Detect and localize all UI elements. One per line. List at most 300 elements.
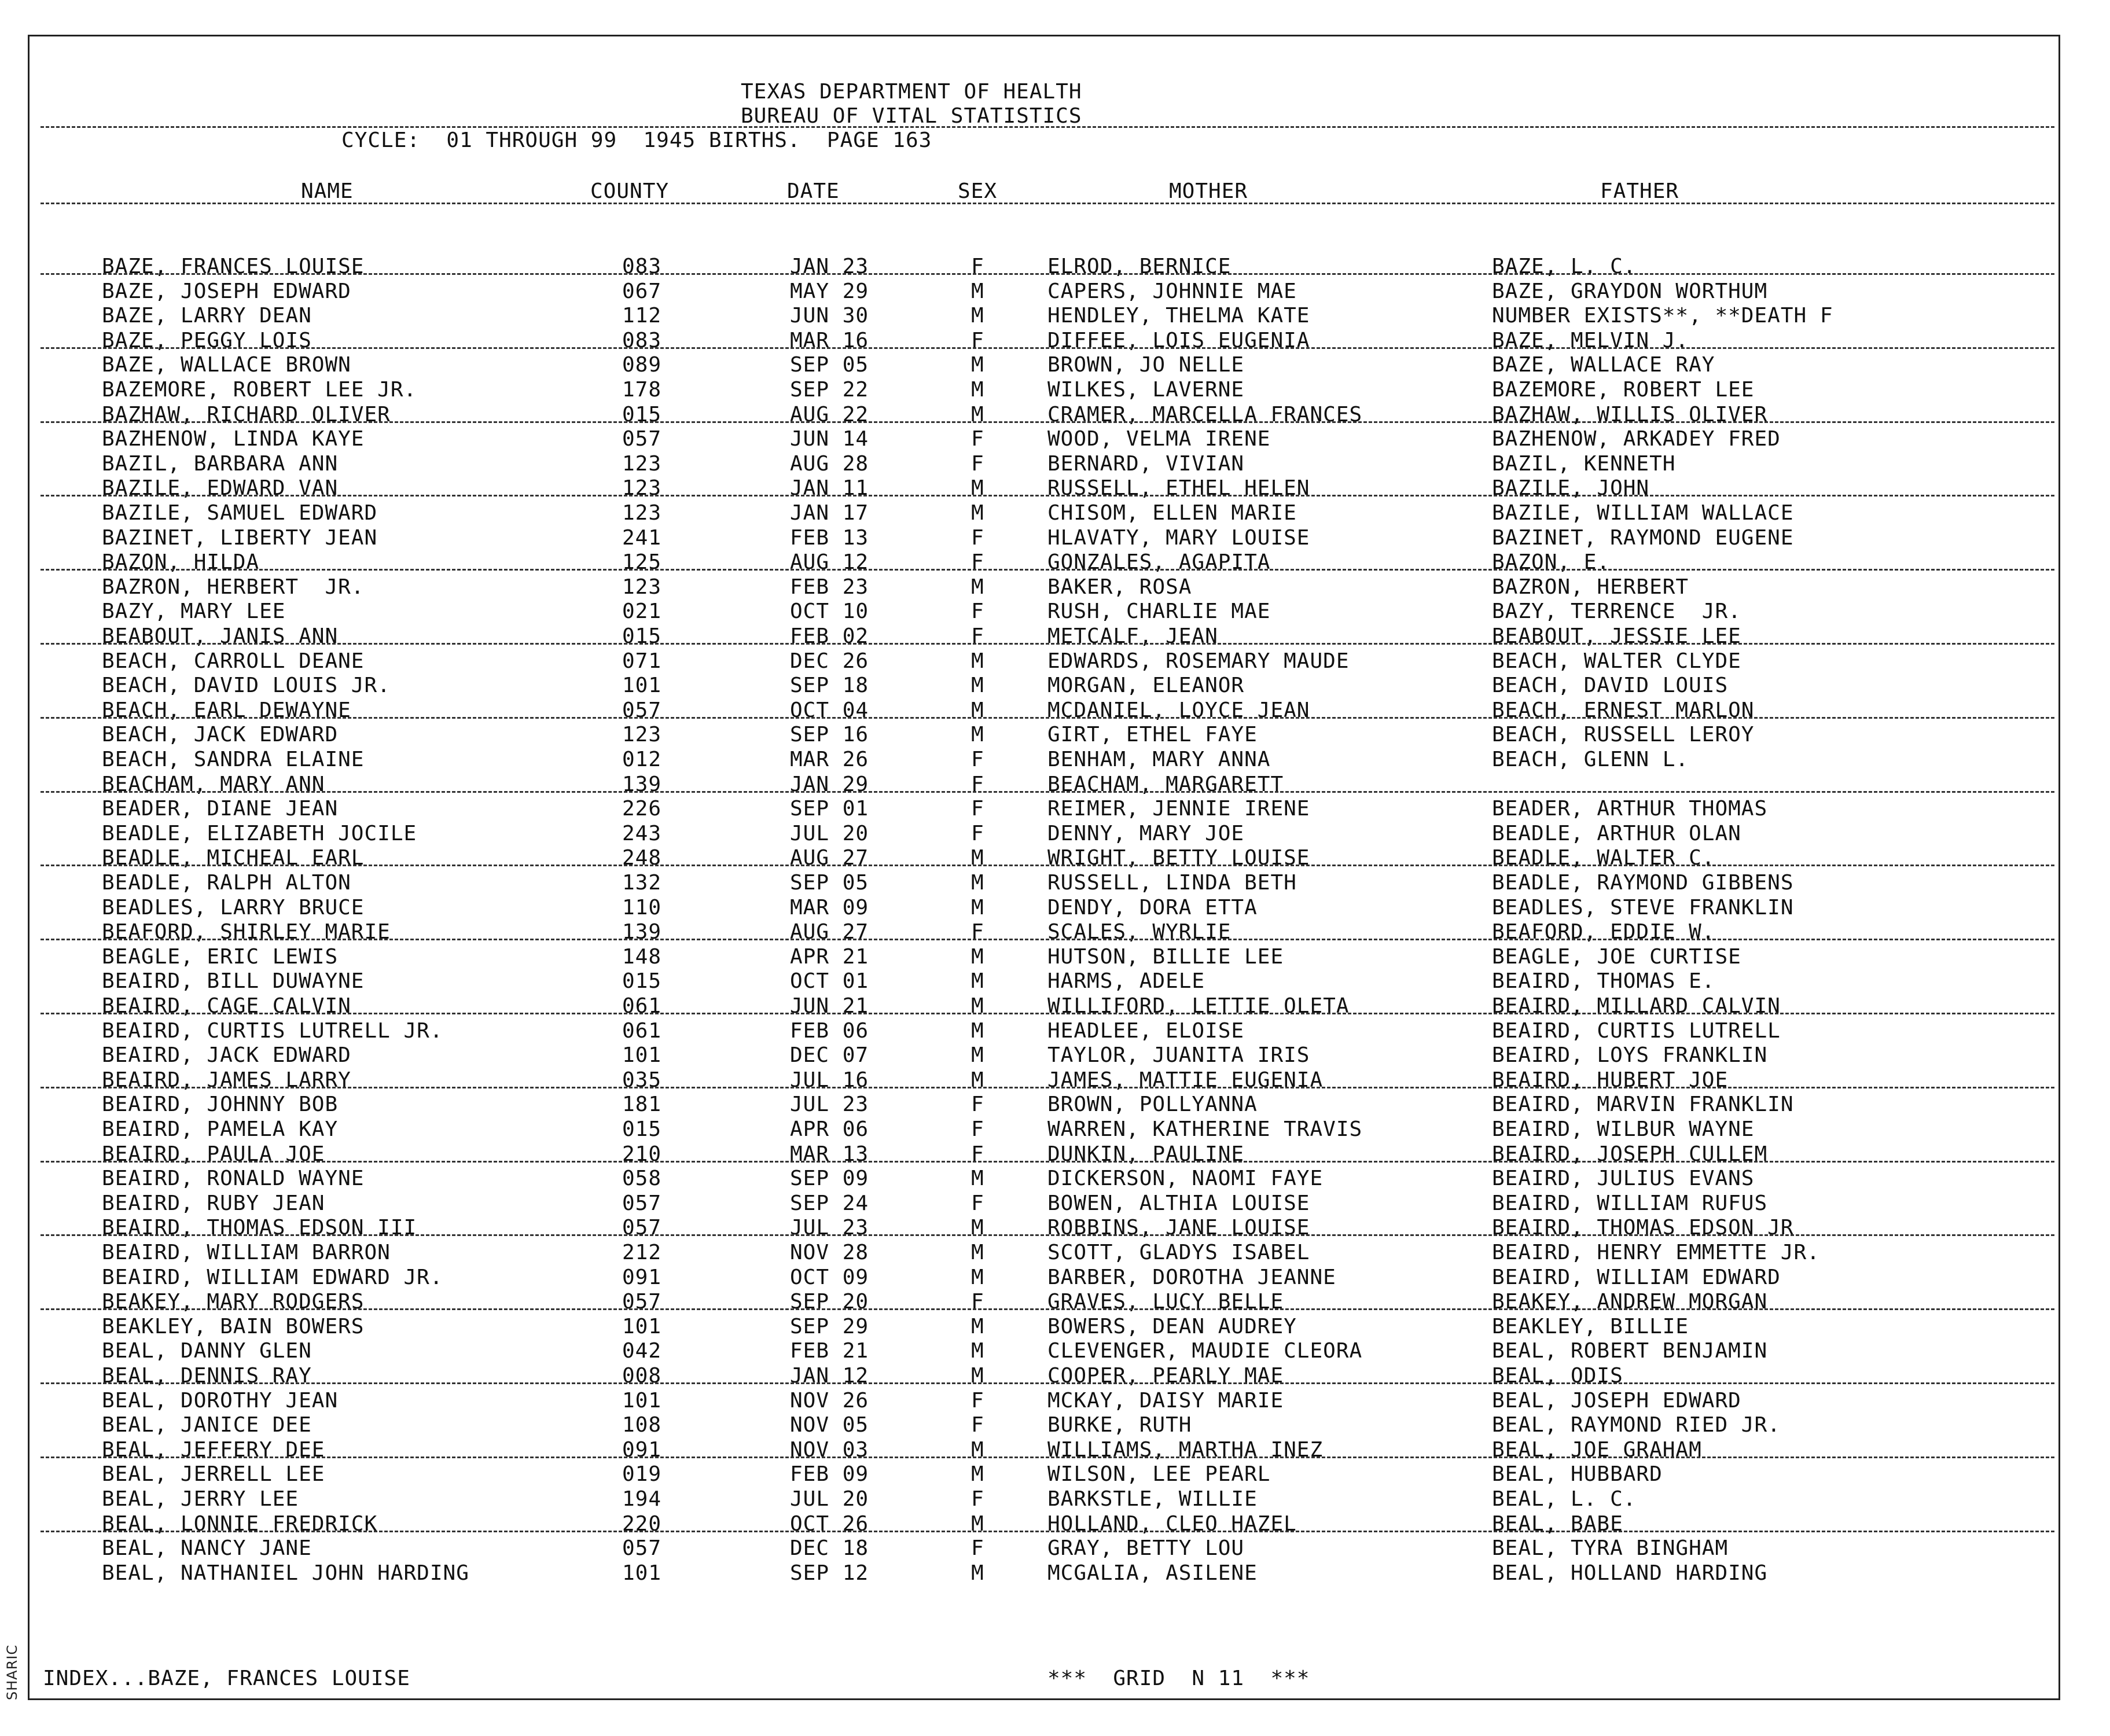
margin-stamp: SHARIC <box>4 1644 20 1701</box>
record-mother: DICKERSON, NAOMI FAYE <box>1047 1167 1324 1191</box>
record-mother: DENDY, DORA ETTA <box>1047 895 1258 920</box>
record-father: BAZE, MELVIN J. <box>1492 328 1689 352</box>
record-mother: BERNARD, VIVIAN <box>1047 451 1245 476</box>
record-sex: M <box>971 279 984 303</box>
record-name: BEAIRD, JAMES LARRY <box>102 1068 351 1092</box>
record-father: BEAIRD, WILLIAM RUFUS <box>1492 1191 1768 1215</box>
record-sex: M <box>971 1364 984 1388</box>
record-name: BEAKLEY, BAIN BOWERS <box>102 1314 365 1338</box>
record-name: BEAL, NANCY JANE <box>102 1536 312 1561</box>
record-county: 012 <box>622 748 662 771</box>
record-date: JAN 29 <box>790 772 869 796</box>
record-father: BAZINET, RAYMOND EUGENE <box>1492 525 1794 550</box>
record-sex: M <box>971 649 984 673</box>
row-group-divider <box>41 569 2054 571</box>
record-date: OCT 01 <box>790 969 869 994</box>
record-name: BAZHAW, RICHARD OLIVER <box>102 402 391 426</box>
record-county: 091 <box>622 1265 662 1289</box>
record-name: BAZE, FRANCES LOUISE <box>102 255 365 278</box>
record-county: 057 <box>622 427 662 451</box>
record-father: BEACH, DAVID LOUIS <box>1492 674 1729 698</box>
record-county: 058 <box>622 1167 662 1191</box>
record-sex: F <box>971 624 984 648</box>
record-date: APR 21 <box>790 944 869 969</box>
record-date: JUL 23 <box>790 1093 869 1117</box>
record-father: BEAGLE, JOE CURTISE <box>1492 944 1741 969</box>
record-name: BEACH, SANDRA ELAINE <box>102 748 365 771</box>
record-sex: F <box>971 1117 984 1141</box>
record-sex: M <box>971 476 984 501</box>
record-sex: M <box>971 501 984 525</box>
record-county: 148 <box>622 944 662 969</box>
record-name: BAZINET, LIBERTY JEAN <box>102 525 378 550</box>
record-father: BEADLE, WALTER C. <box>1492 846 1715 870</box>
record-county: 178 <box>622 378 662 402</box>
record-name: BEAKEY, MARY RODGERS <box>102 1290 365 1314</box>
record-sex: M <box>971 1167 984 1191</box>
record-date: SEP 22 <box>790 378 869 402</box>
record-county: 061 <box>622 1018 662 1043</box>
record-county: 101 <box>622 1561 662 1585</box>
record-mother: MCKAY, DAISY MARIE <box>1047 1388 1284 1413</box>
column-header-date: DATE <box>787 179 840 203</box>
record-sex: F <box>971 550 984 575</box>
record-county: 123 <box>622 476 662 501</box>
record-county: 210 <box>622 1142 662 1166</box>
record-date: OCT 10 <box>790 599 869 624</box>
record-name: BEAIRD, BILL DUWAYNE <box>102 969 365 994</box>
record-date: MAR 13 <box>790 1142 869 1166</box>
record-county: 132 <box>622 871 662 895</box>
record-date: JUN 14 <box>790 427 869 451</box>
record-mother: MORGAN, ELEANOR <box>1047 674 1245 698</box>
record-sex: F <box>971 1487 984 1511</box>
record-mother: GIRT, ETHEL FAYE <box>1047 723 1258 747</box>
record-name: BEAIRD, PAULA JOE <box>102 1142 325 1166</box>
record-father: BEAIRD, JULIUS EVANS <box>1492 1167 1755 1191</box>
record-father: BAZILE, JOHN <box>1492 476 1650 501</box>
record-date: NOV 03 <box>790 1437 869 1462</box>
record-date: JAN 23 <box>790 255 869 278</box>
record-county: 125 <box>622 550 662 575</box>
record-sex: M <box>971 895 984 920</box>
record-sex: M <box>971 1314 984 1338</box>
record-mother: BARBER, DOROTHA JEANNE <box>1047 1265 1336 1289</box>
record-county: 015 <box>622 624 662 648</box>
record-county: 123 <box>622 501 662 525</box>
column-header-divider <box>41 203 2054 204</box>
record-date: OCT 09 <box>790 1265 869 1289</box>
record-date: SEP 05 <box>790 353 869 377</box>
record-mother: GRAY, BETTY LOU <box>1047 1536 1245 1561</box>
record-mother: WRIGHT, BETTY LOUISE <box>1047 846 1310 870</box>
record-date: JUL 16 <box>790 1068 869 1092</box>
record-mother: MCGALIA, ASILENE <box>1047 1561 1258 1585</box>
record-name: BEAL, JERRY LEE <box>102 1487 299 1511</box>
record-mother: SCOTT, GLADYS ISABEL <box>1047 1241 1310 1264</box>
record-father: BEAIRD, HENRY EMMETTE JR. <box>1492 1241 1820 1264</box>
record-county: 123 <box>622 451 662 476</box>
record-date: SEP 12 <box>790 1561 869 1585</box>
row-group-divider <box>41 865 2054 866</box>
record-mother: COOPER, PEARLY MAE <box>1047 1364 1284 1388</box>
row-group-divider <box>41 939 2054 940</box>
record-name: BEAIRD, CAGE CALVIN <box>102 994 351 1018</box>
record-county: 015 <box>622 402 662 426</box>
record-name: BAZILE, SAMUEL EDWARD <box>102 501 378 525</box>
record-name: BEADLES, LARRY BRUCE <box>102 895 365 920</box>
record-sex: M <box>971 1561 984 1585</box>
record-name: BEAIRD, JACK EDWARD <box>102 1043 351 1068</box>
row-group-divider <box>41 347 2054 349</box>
record-county: 101 <box>622 674 662 698</box>
record-sex: M <box>971 1241 984 1264</box>
record-county: 248 <box>622 846 662 870</box>
row-group-divider <box>41 1457 2054 1458</box>
record-name: BEAIRD, JOHNNY BOB <box>102 1093 339 1117</box>
record-mother: RUSSELL, ETHEL HELEN <box>1047 476 1310 501</box>
record-county: 057 <box>622 1191 662 1215</box>
record-mother: WARREN, KATHERINE TRAVIS <box>1047 1117 1363 1141</box>
record-name: BEAGLE, ERIC LEWIS <box>102 944 339 969</box>
record-county: 101 <box>622 1043 662 1068</box>
record-date: JUL 23 <box>790 1216 869 1240</box>
record-mother: HOLLAND, CLEO HAZEL <box>1047 1511 1297 1536</box>
record-name: BEAL, JERRELL LEE <box>102 1462 325 1487</box>
record-date: MAR 16 <box>790 328 869 352</box>
record-county: 057 <box>622 1290 662 1314</box>
record-mother: METCALF, JEAN <box>1047 624 1218 648</box>
record-name: BEAFORD, SHIRLEY MARIE <box>102 920 391 944</box>
record-father: BEAIRD, MARVIN FRANKLIN <box>1492 1093 1794 1117</box>
row-group-divider <box>41 1531 2054 1532</box>
record-name: BEAL, LONNIE FREDRICK <box>102 1511 378 1536</box>
row-group-divider <box>41 1087 2054 1088</box>
record-name: BEAIRD, RUBY JEAN <box>102 1191 325 1215</box>
row-group-divider <box>41 717 2054 719</box>
record-date: MAR 26 <box>790 748 869 771</box>
record-mother: CRAMER, MARCELLA FRANCES <box>1047 402 1363 426</box>
record-father: BEAL, L. C. <box>1492 1487 1637 1511</box>
record-sex: M <box>971 1339 984 1363</box>
row-group-divider <box>41 421 2054 423</box>
column-header-sex: SEX <box>958 179 998 203</box>
record-date: SEP 24 <box>790 1191 869 1215</box>
record-father: BAZE, WALLACE RAY <box>1492 353 1715 377</box>
record-father: BAZIL, KENNETH <box>1492 451 1676 476</box>
record-father: BAZILE, WILLIAM WALLACE <box>1492 501 1794 525</box>
record-mother: DIFFEE, LOIS EUGENIA <box>1047 328 1310 352</box>
record-father: BEAIRD, WILBUR WAYNE <box>1492 1117 1755 1141</box>
record-name: BEADER, DIANE JEAN <box>102 797 339 821</box>
record-county: 057 <box>622 698 662 722</box>
report-title: TEXAS DEPARTMENT OF HEALTH <box>741 80 1082 104</box>
record-sex: M <box>971 1511 984 1536</box>
record-name: BEAL, DENNIS RAY <box>102 1364 312 1388</box>
record-mother: RUSH, CHARLIE MAE <box>1047 599 1271 624</box>
record-county: 108 <box>622 1413 662 1437</box>
record-father: BEAL, JOSEPH EDWARD <box>1492 1388 1741 1413</box>
record-name: BEAL, NATHANIEL JOHN HARDING <box>102 1561 469 1585</box>
record-mother: ROBBINS, JANE LOUISE <box>1047 1216 1310 1240</box>
record-mother: ELROD, BERNICE <box>1047 255 1232 278</box>
record-county: 061 <box>622 994 662 1018</box>
record-sex: F <box>971 797 984 821</box>
record-father: BEAL, TYRA BINGHAM <box>1492 1536 1729 1561</box>
record-mother: BARKSTLE, WILLIE <box>1047 1487 1258 1511</box>
record-county: 042 <box>622 1339 662 1363</box>
record-father: BEAIRD, THOMAS EDSON JR <box>1492 1216 1794 1240</box>
column-header-name: NAME <box>301 179 354 203</box>
record-county: 112 <box>622 304 662 328</box>
record-county: 083 <box>622 328 662 352</box>
record-name: BAZIL, BARBARA ANN <box>102 451 339 476</box>
record-sex: M <box>971 353 984 377</box>
record-county: 226 <box>622 797 662 821</box>
record-mother: REIMER, JENNIE IRENE <box>1047 797 1310 821</box>
record-father: BAZON, E. <box>1492 550 1611 575</box>
row-group-divider <box>41 495 2054 496</box>
record-date: SEP 29 <box>790 1314 869 1338</box>
footer-grid: *** GRID N 11 *** <box>1047 1667 1310 1690</box>
record-sex: F <box>971 1536 984 1561</box>
record-father: BEADLE, RAYMOND GIBBENS <box>1492 871 1794 895</box>
record-sex: M <box>971 994 984 1018</box>
record-mother: BENHAM, MARY ANNA <box>1047 748 1271 771</box>
record-date: JUN 21 <box>790 994 869 1018</box>
record-county: 015 <box>622 1117 662 1141</box>
record-father: BEAIRD, MILLARD CALVIN <box>1492 994 1781 1018</box>
record-mother: JAMES, MATTIE EUGENIA <box>1047 1068 1324 1092</box>
record-mother: BROWN, POLLYANNA <box>1047 1093 1258 1117</box>
record-father: BAZE, GRAYDON WORTHUM <box>1492 279 1768 303</box>
record-county: 021 <box>622 599 662 624</box>
record-name: BEAIRD, WILLIAM EDWARD JR. <box>102 1265 443 1289</box>
record-name: BAZE, WALLACE BROWN <box>102 353 351 377</box>
record-sex: F <box>971 1388 984 1413</box>
record-name: BEACH, DAVID LOUIS JR. <box>102 674 391 698</box>
record-father: BEABOUT, JESSIE LEE <box>1492 624 1741 648</box>
record-name: BAZRON, HERBERT JR. <box>102 575 365 599</box>
record-father: BEACH, ERNEST MARLON <box>1492 698 1755 722</box>
record-date: NOV 26 <box>790 1388 869 1413</box>
record-date: DEC 26 <box>790 649 869 673</box>
record-county: 139 <box>622 772 662 796</box>
record-sex: F <box>971 328 984 352</box>
record-mother: HUTSON, BILLIE LEE <box>1047 944 1284 969</box>
record-date: JAN 12 <box>790 1364 869 1388</box>
record-county: 110 <box>622 895 662 920</box>
record-county: 008 <box>622 1364 662 1388</box>
record-name: BEADLE, MICHEAL EARL <box>102 846 365 870</box>
record-date: AUG 27 <box>790 846 869 870</box>
record-sex: M <box>971 575 984 599</box>
row-group-divider <box>41 273 2054 275</box>
record-mother: BOWEN, ALTHIA LOUISE <box>1047 1191 1310 1215</box>
record-date: MAR 09 <box>790 895 869 920</box>
record-date: FEB 23 <box>790 575 869 599</box>
record-father: BEAL, JOE GRAHAM <box>1492 1437 1702 1462</box>
record-sex: M <box>971 698 984 722</box>
record-date: FEB 21 <box>790 1339 869 1363</box>
record-sex: M <box>971 1018 984 1043</box>
row-group-divider <box>41 643 2054 645</box>
record-date: DEC 18 <box>790 1536 869 1561</box>
column-header-county: COUNTY <box>590 179 670 203</box>
record-county: 123 <box>622 575 662 599</box>
record-mother: DENNY, MARY JOE <box>1047 821 1245 845</box>
record-mother: DUNKIN, PAULINE <box>1047 1142 1245 1166</box>
record-name: BAZE, LARRY DEAN <box>102 304 312 328</box>
record-mother: HLAVATY, MARY LOUISE <box>1047 525 1310 550</box>
record-county: 057 <box>622 1216 662 1240</box>
record-mother: HEADLEE, ELOISE <box>1047 1018 1245 1043</box>
row-group-divider <box>41 1234 2054 1236</box>
record-mother: CLEVENGER, MAUDIE CLEORA <box>1047 1339 1363 1363</box>
record-county: 057 <box>622 1536 662 1561</box>
record-sex: M <box>971 944 984 969</box>
record-county: 181 <box>622 1093 662 1117</box>
record-county: 091 <box>622 1437 662 1462</box>
row-group-divider <box>41 1382 2054 1384</box>
record-mother: CAPERS, JOHNNIE MAE <box>1047 279 1297 303</box>
record-father: BAZRON, HERBERT <box>1492 575 1689 599</box>
record-name: BEAL, DOROTHY JEAN <box>102 1388 339 1413</box>
record-name: BEADLE, ELIZABETH JOCILE <box>102 821 417 845</box>
record-sex: M <box>971 378 984 402</box>
record-father: BEADLES, STEVE FRANKLIN <box>1492 895 1794 920</box>
record-name: BEADLE, RALPH ALTON <box>102 871 351 895</box>
record-father: BEAL, HUBBARD <box>1492 1462 1663 1487</box>
record-father: BAZHAW, WILLIS OLIVER <box>1492 402 1768 426</box>
record-name: BEACH, CARROLL DEANE <box>102 649 365 673</box>
report-cycle: CYCLE: 01 THROUGH 99 1945 BIRTHS. PAGE 163 <box>341 128 932 152</box>
record-sex: F <box>971 1413 984 1437</box>
record-father: NUMBER EXISTS**, **DEATH F <box>1492 304 1833 328</box>
record-name: BEAL, JANICE DEE <box>102 1413 312 1437</box>
record-sex: M <box>971 846 984 870</box>
record-father: BEACH, WALTER CLYDE <box>1492 649 1741 673</box>
record-date: SEP 18 <box>790 674 869 698</box>
record-county: 139 <box>622 920 662 944</box>
record-name: BEACH, EARL DEWAYNE <box>102 698 351 722</box>
record-county: 083 <box>622 255 662 278</box>
record-sex: M <box>971 1437 984 1462</box>
record-father: BEAL, HOLLAND HARDING <box>1492 1561 1768 1585</box>
record-date: DEC 07 <box>790 1043 869 1068</box>
record-name: BAZON, HILDA <box>102 550 260 575</box>
record-name: BEAIRD, CURTIS LUTRELL JR. <box>102 1018 443 1043</box>
row-group-divider <box>41 791 2054 793</box>
record-father: BAZEMORE, ROBERT LEE <box>1492 378 1755 402</box>
record-name: BAZE, JOSEPH EDWARD <box>102 279 351 303</box>
record-sex: M <box>971 674 984 698</box>
record-mother: MCDANIEL, LOYCE JEAN <box>1047 698 1310 722</box>
column-header-father: FATHER <box>1600 179 1679 203</box>
record-date: JUL 20 <box>790 1487 869 1511</box>
record-father: BEAL, ROBERT BENJAMIN <box>1492 1339 1768 1363</box>
record-sex: F <box>971 1290 984 1314</box>
record-mother: BEACHAM, MARGARETT <box>1047 772 1284 796</box>
record-father: BEADLE, ARTHUR OLAN <box>1492 821 1741 845</box>
record-sex: M <box>971 1043 984 1068</box>
record-county: 019 <box>622 1462 662 1487</box>
record-date: AUG 27 <box>790 920 869 944</box>
record-date: AUG 12 <box>790 550 869 575</box>
record-sex: F <box>971 1093 984 1117</box>
record-father: BEACH, GLENN L. <box>1492 748 1689 771</box>
record-county: 123 <box>622 723 662 747</box>
record-county: 194 <box>622 1487 662 1511</box>
record-mother: SCALES, WYRLIE <box>1047 920 1232 944</box>
record-date: NOV 28 <box>790 1241 869 1264</box>
record-sex: F <box>971 525 984 550</box>
record-mother: GRAVES, LUCY BELLE <box>1047 1290 1284 1314</box>
record-date: SEP 16 <box>790 723 869 747</box>
record-county: 015 <box>622 969 662 994</box>
record-date: FEB 09 <box>790 1462 869 1487</box>
record-mother: CHISOM, ELLEN MARIE <box>1047 501 1297 525</box>
record-mother: BURKE, RUTH <box>1047 1413 1192 1437</box>
record-name: BEACHAM, MARY ANN <box>102 772 325 796</box>
record-name: BAZILE, EDWARD VAN <box>102 476 339 501</box>
record-father: BEAL, BABE <box>1492 1511 1623 1536</box>
record-sex: F <box>971 772 984 796</box>
record-mother: BOWERS, DEAN AUDREY <box>1047 1314 1297 1338</box>
record-mother: EDWARDS, ROSEMARY MAUDE <box>1047 649 1350 673</box>
record-date: OCT 26 <box>790 1511 869 1536</box>
record-county: 035 <box>622 1068 662 1092</box>
record-date: FEB 06 <box>790 1018 869 1043</box>
record-mother: WILLIAMS, MARTHA INEZ <box>1047 1437 1324 1462</box>
record-name: BEAIRD, RONALD WAYNE <box>102 1167 365 1191</box>
record-date: JUN 30 <box>790 304 869 328</box>
record-father: BEAL, ODIS <box>1492 1364 1623 1388</box>
record-sex: F <box>971 599 984 624</box>
record-county: 212 <box>622 1241 662 1264</box>
record-date: FEB 13 <box>790 525 869 550</box>
record-father: BAZE, L. C. <box>1492 255 1637 278</box>
record-sex: F <box>971 451 984 476</box>
record-sex: F <box>971 748 984 771</box>
record-father: BEAL, RAYMOND RIED JR. <box>1492 1413 1781 1437</box>
record-sex: M <box>971 1068 984 1092</box>
record-name: BEAIRD, WILLIAM BARRON <box>102 1241 391 1264</box>
record-date: SEP 05 <box>790 871 869 895</box>
record-father: BEAIRD, CURTIS LUTRELL <box>1492 1018 1781 1043</box>
record-father: BAZY, TERRENCE JR. <box>1492 599 1741 624</box>
record-county: 067 <box>622 279 662 303</box>
record-mother: WILKES, LAVERNE <box>1047 378 1245 402</box>
record-name: BAZEMORE, ROBERT LEE JR. <box>102 378 417 402</box>
record-date: SEP 20 <box>790 1290 869 1314</box>
record-mother: TAYLOR, JUANITA IRIS <box>1047 1043 1310 1068</box>
record-sex: M <box>971 871 984 895</box>
record-father: BEAKEY, ANDREW MORGAN <box>1492 1290 1768 1314</box>
record-sex: M <box>971 969 984 994</box>
record-sex: F <box>971 821 984 845</box>
record-mother: HARMS, ADELE <box>1047 969 1205 994</box>
record-county: 071 <box>622 649 662 673</box>
record-father: BEAIRD, HUBERT JOE <box>1492 1068 1729 1092</box>
record-sex: M <box>971 1462 984 1487</box>
record-father: BEAIRD, LOYS FRANKLIN <box>1492 1043 1768 1068</box>
record-name: BEAIRD, THOMAS EDSON III <box>102 1216 417 1240</box>
record-county: 089 <box>622 353 662 377</box>
record-name: BAZE, PEGGY LOIS <box>102 328 312 352</box>
record-sex: F <box>971 1191 984 1215</box>
record-mother: WILSON, LEE PEARL <box>1047 1462 1271 1487</box>
